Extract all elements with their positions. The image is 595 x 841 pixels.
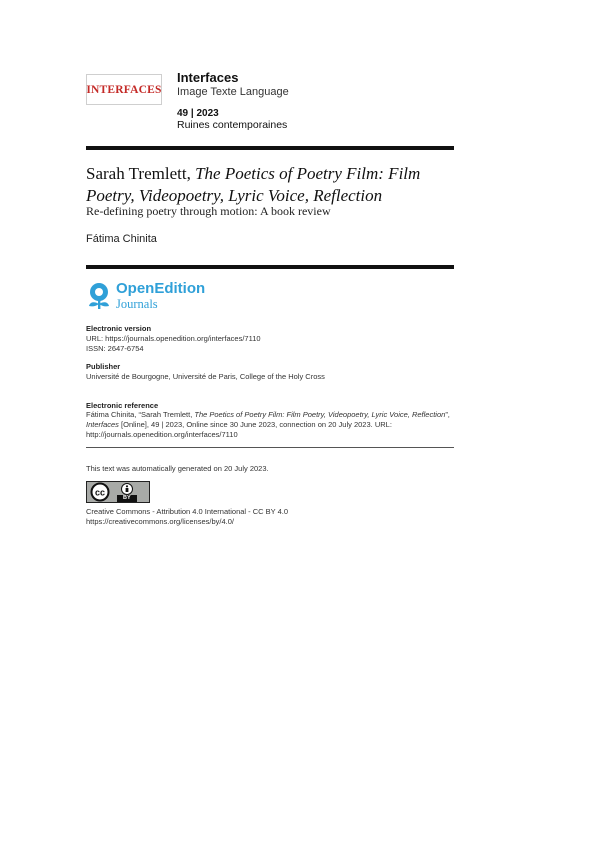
reference-part3: [Online], 49 | 2023, Online since 30 June 2023, connection on 20 July 2023. URL: http://journals.openedition.org/interfaces/7110 [86,420,392,439]
cc-by-label: BY [117,495,137,502]
journal-title: Interfaces [177,70,239,85]
article-author: Fátima Chinita [86,233,157,245]
electronic-version-issn: ISSN: 2647-6754 [86,344,144,353]
article-subtitle: Re-defining poetry through motion: A book review [86,204,331,218]
cc-icon-text: cc [94,487,106,498]
reference-journal: Interfaces [86,420,119,429]
article-title-author: Sarah Tremlett, [86,164,196,183]
issue-number: 49 | 2023 [177,108,219,119]
publisher-label: Publisher [86,362,121,371]
bottom-divider [86,447,454,448]
journal-subtitle: Image Texte Language [177,86,289,98]
electronic-reference-label: Electronic reference [86,401,159,410]
journal-logo [86,74,162,105]
publisher-text: Université de Bourgogne, Université de Paris, College of the Holy Cross [86,372,325,381]
openedition-flower-icon [86,282,112,310]
reference-part2: ”, [445,410,450,419]
attribution-person-icon [120,483,134,495]
reference-book-title: The Poetics of Poetry Film: Film Poetry, Videopoetry, Lyric Voice, Reflection [194,410,446,419]
cc-by-badge[interactable] [86,481,150,503]
article-title-book: The Poetics of Poetry Film: Film Poetry, Videopoetry, Lyric Voice, Reflection [86,164,421,205]
electronic-version-label: Electronic version [86,324,152,333]
top-divider [86,146,454,150]
electronic-reference-text [86,410,458,440]
article-title [86,163,466,207]
license-name: Creative Commons - Attribution 4.0 International - CC BY 4.0 [86,507,289,516]
electronic-version-url[interactable]: URL: https://journals.openedition.org/interfaces/7110 [86,334,261,343]
reference-part1: Fátima Chinita, “Sarah Tremlett, [86,410,195,419]
license-url[interactable]: https://creativecommons.org/licenses/by/4.0/ [86,517,234,526]
openedition-logo [86,281,205,311]
cc-icon [89,482,111,502]
openedition-journals: Journals [116,297,158,311]
journal-logo-text: INTERFACES [86,83,162,96]
openedition-name: OpenEdition [116,280,206,297]
middle-divider [86,265,454,269]
generated-notice: This text was automatically generated on 20 July 2023. [86,464,269,473]
issue-theme: Ruines contemporaines [177,119,288,131]
